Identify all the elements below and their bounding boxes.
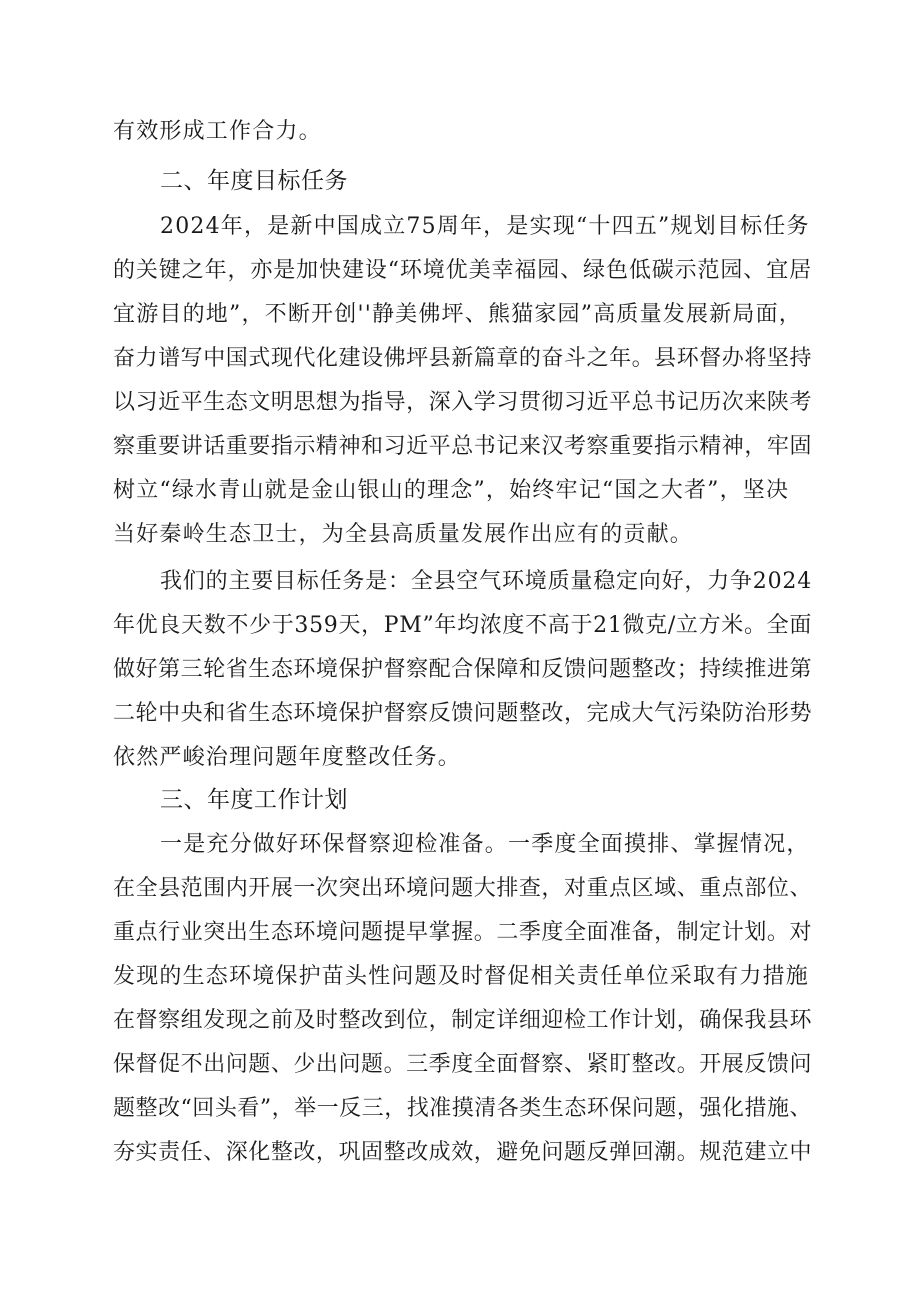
s3p1-line-8: 夯实责任、深化整改，巩固整改成效，避免问题反弹回潮。规范建立中 <box>113 1140 812 1165</box>
s2p1-line-8: 当好秦岭生态卫士，为全县高质量发展作出应有的贡献。 <box>113 522 694 547</box>
s2p1-line-6: 察重要讲话重要指示精神和习近平总书记来汉考察重要指示精神，牢固 <box>113 434 812 459</box>
s2p1-line-1: 2024年，是新中国成立75周年，是实现“十四五”规划目标任务 <box>160 214 810 239</box>
s2p2-line-1: 我们的主要目标任务是：全县空气环境质量稳定向好，力争2024 <box>160 569 812 594</box>
intro-tail-text: 有效形成工作合力。 <box>113 119 322 144</box>
s2p1-line-7: 树立“绿水青山就是金山银山的理念”，始终牢记“国之大者”，坚决 <box>113 478 790 503</box>
section2-heading-text: 二、年度目标任务 <box>160 168 348 194</box>
s3p1-line-5: 在督察组发现之前及时整改到位，制定详细迎检工作计划，确保我县环 <box>113 1008 812 1033</box>
s3p1-line-3: 重点行业突出生态环境问题提早掌握。二季度全面准备，制定计划。对 <box>113 920 812 945</box>
s2p1-line-5: 以习近平生态文明思想为指导，深入学习贯彻习近平总书记历次来陕考 <box>113 390 812 415</box>
s2p2-line-2: 年优良天数不少于359天，PM”年均浓度不高于21微克/立方米。全面 <box>113 613 812 638</box>
s2p2-line-5: 依然严峻治理问题年度整改任务。 <box>113 745 462 770</box>
s3p1-line-4: 发现的生态环境保护苗头性问题及时督促相关责任单位采取有力措施 <box>113 964 810 989</box>
s3p1-line-7: 题整改“回头看”，举一反三，找准摸清各类生态环保问题，强化措施、 <box>113 1096 812 1121</box>
s3p1-line-6: 保督促不出问题、少出问题。三季度全面督察、紧盯整改。开展反馈问 <box>113 1052 812 1077</box>
s2p1-line-4: 奋力谱写中国式现代化建设佛坪县新篇章的奋斗之年。县环督办将坚持 <box>113 346 812 371</box>
section3-heading-text: 三、年度工作计划 <box>160 787 348 813</box>
s3p1-line-2: 在全县范围内开展一次突出环境问题大排查，对重点区域、重点部位、 <box>113 876 812 901</box>
s2p1-line-2: 的关键之年，亦是加快建设“环境优美幸福园、绿色低碳示范园、宜居 <box>113 258 812 283</box>
s2p2-line-3: 做好第三轮省生态环境保护督察配合保障和反馈问题整改；持续推进第 <box>113 657 812 682</box>
s3p1-line-1: 一是充分做好环保督察迎检准备。一季度全面摸排、掌握情况， <box>160 832 810 857</box>
s2p1-line-3: 宜游目的地”，不断开创''静美佛坪、熊猫家园”高质量发展新局面， <box>113 302 802 327</box>
s2p2-line-4: 二轮中央和省生态环境保护督察反馈问题整改，完成大气污染防治形势 <box>113 701 812 726</box>
